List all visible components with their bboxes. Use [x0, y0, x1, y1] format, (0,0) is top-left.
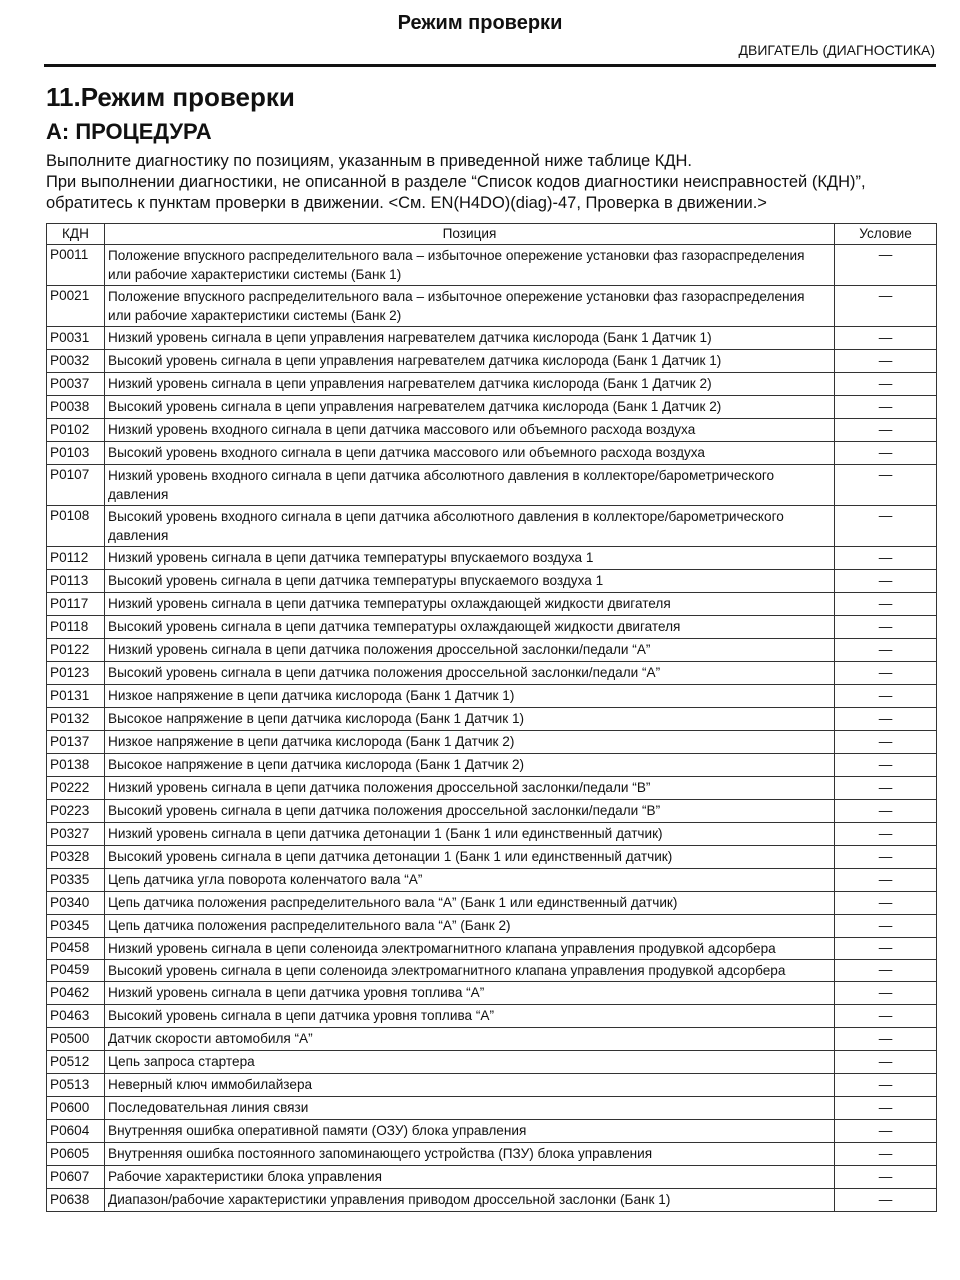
- dtc-code-cell: P0132: [47, 708, 105, 731]
- dtc-code-cell: P0112: [47, 547, 105, 570]
- table-row: [47, 1005, 937, 1028]
- table-row: [47, 1143, 937, 1166]
- table-row: [47, 1074, 937, 1097]
- dtc-condition-cell: —: [835, 777, 937, 800]
- dtc-position-cell: Высокий уровень сигнала в цепи управления нагревателем датчика кислорода (Банк 1 Датчик 1): [105, 350, 835, 373]
- dtc-code-cell: P0638: [47, 1189, 105, 1212]
- dtc-condition-cell: —: [835, 846, 937, 869]
- dtc-position-cell: Внутренняя ошибка постоянного запоминающего устройства (ПЗУ) блока управления: [105, 1143, 835, 1166]
- dtc-position-cell: Низкий уровень сигнала в цепи управления нагревателем датчика кислорода (Банк 1 Датчик 1): [105, 327, 835, 350]
- dtc-condition-cell: —: [835, 754, 937, 777]
- dtc-position-cell: Высокий уровень сигнала в цепи датчика температуры впускаемого воздуха 1: [105, 570, 835, 593]
- dtc-code-cell: P0137: [47, 731, 105, 754]
- dtc-condition-cell: —: [835, 1097, 937, 1120]
- dtc-position-cell: Низкое напряжение в цепи датчика кислорода (Банк 1 Датчик 2): [105, 731, 835, 754]
- dtc-position-cell: Низкий уровень сигнала в цепи датчика положения дроссельной заслонки/педали “B”: [105, 777, 835, 800]
- table-row: [47, 547, 937, 570]
- dtc-position-cell: Высокий уровень входного сигнала в цепи датчика массового или объемного расхода воздуха: [105, 442, 835, 465]
- dtc-condition-cell: —: [835, 286, 937, 327]
- column-header-position: Позиция: [105, 224, 835, 245]
- dtc-table-body: [47, 245, 937, 1212]
- dtc-condition-cell: —: [835, 1028, 937, 1051]
- dtc-position-cell: Высокий уровень сигнала в цепи датчика уровня топлива “A”: [105, 1005, 835, 1028]
- dtc-code-cell: P0463: [47, 1005, 105, 1028]
- dtc-code-cell: P0011: [47, 245, 105, 286]
- dtc-position-cell: Диапазон/рабочие характеристики управления приводом дроссельной заслонки (Банк 1): [105, 1189, 835, 1212]
- dtc-condition-cell: —: [835, 869, 937, 892]
- table-row: [47, 708, 937, 731]
- table-row: [47, 846, 937, 869]
- dtc-code-cell: P0607: [47, 1166, 105, 1189]
- table-row: [47, 1097, 937, 1120]
- dtc-code-cell: P0513: [47, 1074, 105, 1097]
- dtc-code-cell: P0345: [47, 915, 105, 938]
- dtc-position-cell: Высокий уровень входного сигнала в цепи датчика абсолютного давления в коллекторе/барометрического давления: [105, 506, 835, 547]
- dtc-position-cell: Низкое напряжение в цепи датчика кислорода (Банк 1 Датчик 1): [105, 685, 835, 708]
- header-divider: [44, 64, 936, 67]
- dtc-condition-cell: —: [835, 396, 937, 419]
- dtc-condition-cell: —: [835, 685, 937, 708]
- dtc-condition-cell: —: [835, 938, 937, 960]
- table-row: [47, 639, 937, 662]
- dtc-position-cell: Низкий уровень сигнала в цепи соленоида электромагнитного клапана управления продувкой адсорбера: [105, 938, 835, 960]
- table-row: [47, 960, 937, 982]
- dtc-position-cell: Цепь датчика угла поворота коленчатого вала “A”: [105, 869, 835, 892]
- dtc-position-cell: Низкий уровень сигнала в цепи датчика положения дроссельной заслонки/педали “A”: [105, 639, 835, 662]
- dtc-condition-cell: —: [835, 1074, 937, 1097]
- dtc-position-cell: Датчик скорости автомобиля “A”: [105, 1028, 835, 1051]
- dtc-condition-cell: —: [835, 327, 937, 350]
- dtc-code-cell: P0117: [47, 593, 105, 616]
- table-row: [47, 731, 937, 754]
- page-header-section: ДВИГАТЕЛЬ (ДИАГНОСТИКА): [738, 42, 935, 58]
- dtc-position-cell: Высокое напряжение в цепи датчика кислорода (Банк 1 Датчик 2): [105, 754, 835, 777]
- dtc-position-cell: Высокий уровень сигнала в цепи датчика детонации 1 (Банк 1 или единственный датчик): [105, 846, 835, 869]
- table-row: [47, 286, 937, 327]
- dtc-position-cell: Цепь запроса стартера: [105, 1051, 835, 1074]
- table-row: [47, 1120, 937, 1143]
- dtc-table: [46, 223, 937, 1212]
- dtc-position-cell: Низкий уровень сигнала в цепи датчика температуры охлаждающей жидкости двигателя: [105, 593, 835, 616]
- dtc-condition-cell: —: [835, 593, 937, 616]
- dtc-position-cell: Положение впускного распределительного вала – избыточное опережение установки фаз газораспределения или рабочие характеристики системы (Банк 2): [105, 286, 835, 327]
- table-row: [47, 800, 937, 823]
- dtc-code-cell: P0222: [47, 777, 105, 800]
- dtc-position-cell: Низкий уровень сигнала в цепи датчика уровня топлива “A”: [105, 982, 835, 1005]
- dtc-code-cell: P0327: [47, 823, 105, 846]
- table-row: [47, 350, 937, 373]
- dtc-position-cell: Высокий уровень сигнала в цепи управления нагревателем датчика кислорода (Банк 1 Датчик 2): [105, 396, 835, 419]
- dtc-condition-cell: —: [835, 662, 937, 685]
- table-row: [47, 465, 937, 506]
- dtc-code-cell: P0512: [47, 1051, 105, 1074]
- table-row: [47, 823, 937, 846]
- dtc-position-cell: Рабочие характеристики блока управления: [105, 1166, 835, 1189]
- dtc-position-cell: Низкий уровень входного сигнала в цепи датчика массового или объемного расхода воздуха: [105, 419, 835, 442]
- dtc-condition-cell: —: [835, 1189, 937, 1212]
- dtc-code-cell: P0107: [47, 465, 105, 506]
- dtc-condition-cell: —: [835, 442, 937, 465]
- column-header-condition: Условие: [835, 224, 937, 245]
- dtc-code-cell: P0032: [47, 350, 105, 373]
- dtc-code-cell: P0459: [47, 960, 105, 982]
- dtc-code-cell: P0223: [47, 800, 105, 823]
- table-row: [47, 373, 937, 396]
- dtc-code-cell: P0122: [47, 639, 105, 662]
- table-row: [47, 754, 937, 777]
- table-row: [47, 869, 937, 892]
- dtc-condition-cell: —: [835, 982, 937, 1005]
- table-row: [47, 419, 937, 442]
- intro-text: [46, 151, 936, 214]
- dtc-condition-cell: —: [835, 465, 937, 506]
- table-row: [47, 777, 937, 800]
- dtc-code-cell: P0328: [47, 846, 105, 869]
- table-row: [47, 506, 937, 547]
- table-row: [47, 593, 937, 616]
- dtc-code-cell: P0123: [47, 662, 105, 685]
- dtc-condition-cell: —: [835, 547, 937, 570]
- dtc-condition-cell: —: [835, 1005, 937, 1028]
- table-row: [47, 442, 937, 465]
- dtc-position-cell: Высокое напряжение в цепи датчика кислорода (Банк 1 Датчик 1): [105, 708, 835, 731]
- table-row: [47, 1051, 937, 1074]
- dtc-condition-cell: —: [835, 708, 937, 731]
- table-row: [47, 245, 937, 286]
- dtc-code-cell: P0458: [47, 938, 105, 960]
- page-header-title: Режим проверки: [397, 12, 563, 34]
- dtc-condition-cell: —: [835, 915, 937, 938]
- dtc-condition-cell: —: [835, 892, 937, 915]
- dtc-condition-cell: —: [835, 960, 937, 982]
- dtc-position-cell: Высокий уровень сигнала в цепи датчика положения дроссельной заслонки/педали “A”: [105, 662, 835, 685]
- dtc-code-cell: P0037: [47, 373, 105, 396]
- dtc-code-cell: P0118: [47, 616, 105, 639]
- section-heading: 11.Режим проверки: [46, 82, 295, 112]
- dtc-code-cell: P0600: [47, 1097, 105, 1120]
- table-row: [47, 915, 937, 938]
- dtc-position-cell: Низкий уровень сигнала в цепи управления нагревателем датчика кислорода (Банк 1 Датчик 2): [105, 373, 835, 396]
- dtc-position-cell: Высокий уровень сигнала в цепи соленоида электромагнитного клапана управления продувкой адсорбера: [105, 960, 835, 982]
- table-row: [47, 938, 937, 960]
- dtc-position-cell: Последовательная линия связи: [105, 1097, 835, 1120]
- dtc-code-cell: P0340: [47, 892, 105, 915]
- dtc-code-cell: P0102: [47, 419, 105, 442]
- table-row: [47, 327, 937, 350]
- table-row: [47, 1028, 937, 1051]
- dtc-condition-cell: —: [835, 570, 937, 593]
- dtc-code-cell: P0500: [47, 1028, 105, 1051]
- dtc-code-cell: P0113: [47, 570, 105, 593]
- dtc-condition-cell: —: [835, 1166, 937, 1189]
- dtc-condition-cell: —: [835, 800, 937, 823]
- dtc-condition-cell: —: [835, 419, 937, 442]
- dtc-code-cell: P0108: [47, 506, 105, 547]
- dtc-position-cell: Низкий уровень сигнала в цепи датчика детонации 1 (Банк 1 или единственный датчик): [105, 823, 835, 846]
- table-row: [47, 892, 937, 915]
- table-row: [47, 396, 937, 419]
- dtc-code-cell: P0335: [47, 869, 105, 892]
- dtc-code-cell: P0138: [47, 754, 105, 777]
- table-row: [47, 685, 937, 708]
- column-header-code: КДН: [47, 224, 105, 245]
- dtc-code-cell: P0021: [47, 286, 105, 327]
- dtc-code-cell: P0462: [47, 982, 105, 1005]
- dtc-condition-cell: —: [835, 616, 937, 639]
- dtc-condition-cell: —: [835, 506, 937, 547]
- intro-paragraph-1: Выполните диагностику по позициям, указанным в приведенной ниже таблице КДН.: [46, 152, 693, 170]
- dtc-position-cell: Внутренняя ошибка оперативной памяти (ОЗУ) блока управления: [105, 1120, 835, 1143]
- dtc-condition-cell: —: [835, 245, 937, 286]
- dtc-condition-cell: —: [835, 1143, 937, 1166]
- table-row: [47, 982, 937, 1005]
- table-row: [47, 1166, 937, 1189]
- dtc-code-cell: P0031: [47, 327, 105, 350]
- dtc-condition-cell: —: [835, 373, 937, 396]
- dtc-position-cell: Низкий уровень входного сигнала в цепи датчика абсолютного давления в коллекторе/барометрического давления: [105, 465, 835, 506]
- dtc-position-cell: Низкий уровень сигнала в цепи датчика температуры впускаемого воздуха 1: [105, 547, 835, 570]
- dtc-position-cell: Положение впускного распределительного вала – избыточное опережение установки фаз газораспределения или рабочие характеристики системы (Банк 1): [105, 245, 835, 286]
- table-row: [47, 570, 937, 593]
- intro-paragraph-2: При выполнении диагностики, не описанной в разделе “Список кодов диагностики неисправностей (КДН)”, обратитесь к пунктам проверки в движении. <См. EN(H4DO)(diag)-47, Проверка в движении.>: [46, 173, 866, 212]
- dtc-position-cell: Цепь датчика положения распределительного вала “A” (Банк 2): [105, 915, 835, 938]
- dtc-condition-cell: —: [835, 823, 937, 846]
- dtc-position-cell: Высокий уровень сигнала в цепи датчика температуры охлаждающей жидкости двигателя: [105, 616, 835, 639]
- dtc-position-cell: Неверный ключ иммобилайзера: [105, 1074, 835, 1097]
- dtc-condition-cell: —: [835, 350, 937, 373]
- dtc-code-cell: P0604: [47, 1120, 105, 1143]
- dtc-code-cell: P0103: [47, 442, 105, 465]
- table-row: [47, 662, 937, 685]
- dtc-code-cell: P0131: [47, 685, 105, 708]
- table-row: [47, 616, 937, 639]
- dtc-position-cell: Цепь датчика положения распределительного вала “A” (Банк 1 или единственный датчик): [105, 892, 835, 915]
- table-header-row: [47, 224, 937, 245]
- table-row: [47, 1189, 937, 1212]
- dtc-code-cell: P0038: [47, 396, 105, 419]
- dtc-position-cell: Высокий уровень сигнала в цепи датчика положения дроссельной заслонки/педали “B”: [105, 800, 835, 823]
- dtc-condition-cell: —: [835, 731, 937, 754]
- dtc-condition-cell: —: [835, 639, 937, 662]
- dtc-condition-cell: —: [835, 1120, 937, 1143]
- dtc-code-cell: P0605: [47, 1143, 105, 1166]
- procedure-subheading: A: ПРОЦЕДУРА: [46, 119, 212, 144]
- dtc-condition-cell: —: [835, 1051, 937, 1074]
